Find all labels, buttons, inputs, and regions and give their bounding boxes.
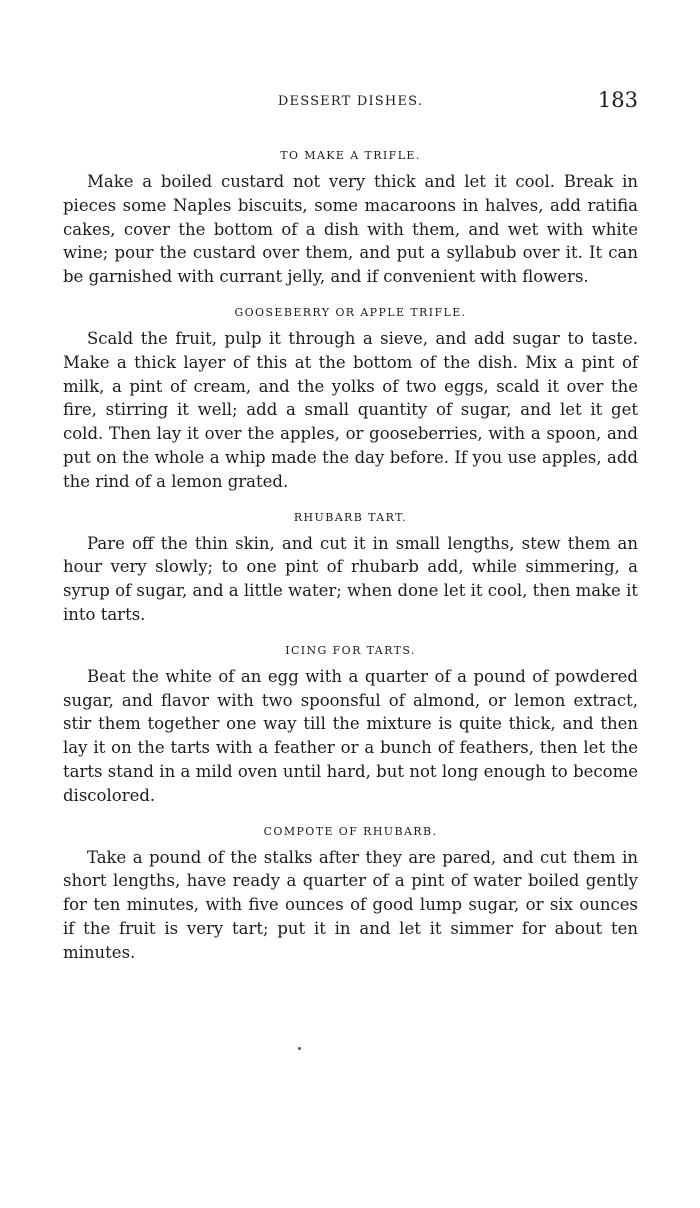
recipe-trifle [63,142,638,289]
section-title: ICING FOR TARTS. [285,643,416,657]
recipe-gooseberry-apple-trifle [63,299,638,494]
page-header [63,86,638,126]
ink-speck [298,1047,301,1050]
recipe-rhubarb-tart [63,504,638,627]
page-number: 183 [597,88,638,112]
section-title: TO MAKE A TRIFLE. [280,149,421,162]
section-body: Make a boiled custard not very thick and let it cool. Break in pieces some Naples biscuits, some macaroons in halves, add ratifia cakes, cover the bottom of a dish with them, and wet with white wine; pour the custard over them, and put a syllabub over it. It can be garnished with currant jelly, and if convenient with flowers. [63,172,638,287]
section-body: Scald the fruit, pulp it through a sieve, and add sugar to taste. Make a thick layer of this at the bottom of the dish. Mix a pint of milk, a pint of cream, and the yolks of two eggs, scald it over the fire, stirring it well; add a small quantity of sugar, and let it get cold. Then lay it over the apples, or gooseberries, with a spoon, and put on the whole a whip made the day before. If you use apples, add the rind of a lemon grated. [63,328,638,491]
section-title: GOOSEBERRY OR APPLE TRIFLE. [234,305,467,319]
running-head: DESSERT DISHES. [277,94,424,109]
section-body: Pare off the thin skin, and cut it in small lengths, stew them an hour very slowly; to one pint of rhubarb add, while simmering, a syrup of sugar, and a little water; when done let it cool, then make it into tarts. [63,533,638,624]
section-title: RHUBARB TART. [293,510,408,524]
recipe-compote-of-rhubarb [63,818,638,965]
section-title: COMPOTE OF RHUBARB. [263,824,438,838]
section-body: Take a pound of the stalks after they are pared, and cut them in short lengths, have ready a quarter of a pint of water boiled gently for ten minutes, with five ounces of good lump sugar, or six ounces if the fruit is very tart; put it in and let it simmer for about ten minutes. [63,847,638,962]
recipe-icing-for-tarts [63,637,638,808]
book-page [63,86,638,975]
section-body: Beat the white of an egg with a quarter of a pound of powdered sugar, and flavor with two spoonsful of almond, or lemon extract, stir them together one way till the mixture is quite thick, and then lay it on the tarts with a feather or a bunch of feathers, then let the tarts stand in a mild oven until hard, but not long enough to become discolored. [63,666,638,805]
